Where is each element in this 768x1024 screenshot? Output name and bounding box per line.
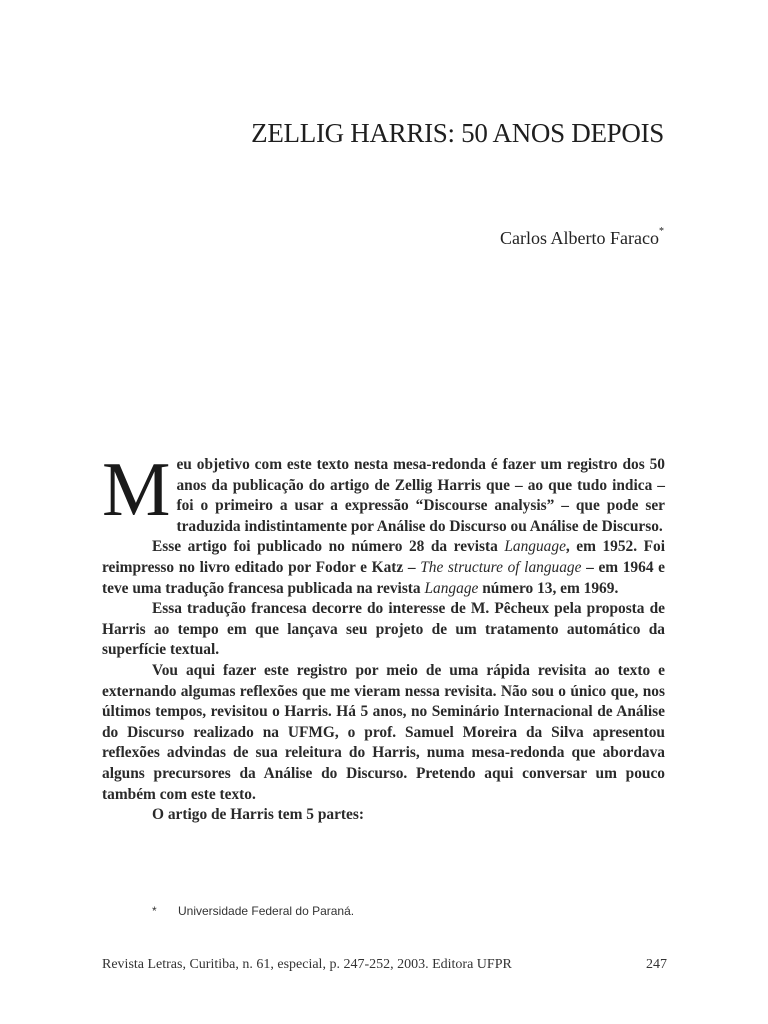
paragraph-2 [102, 537, 665, 599]
article-title: ZELLIG HARRIS: 50 ANOS DEPOIS [251, 118, 664, 148]
journal-name-langage: Langage [424, 579, 479, 597]
page-footer [102, 957, 667, 973]
drop-cap: M [102, 446, 171, 532]
page-number: 247 [646, 957, 667, 972]
paragraph-2-text-a: Esse artigo foi publicado no número 28 da revista [152, 538, 505, 556]
footnote-text: Universidade Federal do Paraná. [178, 904, 355, 918]
paragraph-2-text-b: , em 1952. Foi reimpresso no livro editado por Fodor e Katz – [102, 538, 666, 576]
paragraph-5: O artigo de Harris tem 5 partes: [152, 806, 364, 824]
author-line [0, 228, 664, 249]
paragraph-4: Vou aqui fazer este registro por meio de uma rápida revisita ao texto e externando algumas reflexões que me vieram nessa revisita. Não sou o único que, nos últimos tempos, revisitou o Harris. Há 5 anos, no Seminário Internacional de Análise do Discurso realizado na UFMG, o prof. Samuel Moreira da Silva apresentou reflexões advindas de sua releitura do Harris, numa mesa-redonda que abordava alguns precursores da Análise do Discurso. Pretendo aqui conversar um pouco também com este texto. [102, 661, 665, 803]
paragraph-2-text-d: número 13, em 1969. [478, 579, 619, 597]
paragraph-1 [102, 446, 665, 537]
author-footnote-mark: * [659, 226, 664, 237]
journal-citation: Revista Letras, Curitiba, n. 61, especial, p. 247-252, 2003. Editora UFPR [102, 957, 512, 972]
journal-name-language: Language [504, 538, 566, 556]
paragraph-1-text: eu objetivo com este texto nesta mesa-redonda é fazer um registro dos 50 anos da publicação do artigo de Zellig Harris que – ao que tudo indica – foi o primeiro a usar a expressão “Discourse analysis” – que pode ser traduzida indistintamente por Análise do Discurso ou Análise de Discurso. [176, 456, 665, 535]
footnote [152, 904, 354, 918]
author-name: Carlos Alberto Faraco [500, 228, 659, 248]
footnote-mark: * [152, 904, 157, 918]
article-body [102, 446, 666, 826]
paragraph-2-text-c: – em 1964 e teve uma tradução francesa publicada na revista [102, 558, 665, 597]
paragraph-3: Essa tradução francesa decorre do interesse de M. Pêcheux pela proposta de Harris ao tempo em que lançava seu projeto de um tratamento automático da superfície textual. [102, 600, 665, 659]
book-title: The structure of language [420, 558, 582, 576]
